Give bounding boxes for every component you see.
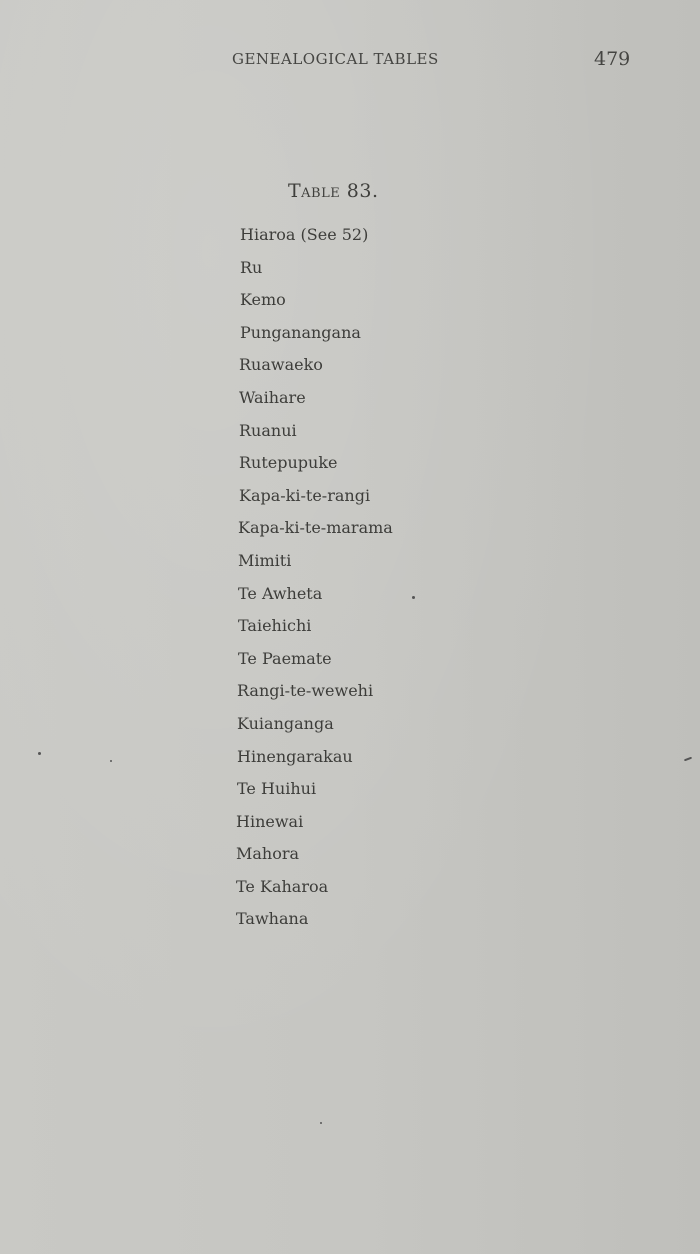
list-item: Te Awheta: [238, 583, 323, 603]
list-item: Taiehichi: [238, 616, 312, 636]
paper-speck: [320, 1122, 322, 1124]
list-item: Ruanui: [239, 420, 297, 440]
table-title: Table 83.: [288, 180, 379, 202]
list-item: Ruawaeko: [239, 355, 323, 375]
list-item: Rutepupuke: [239, 453, 338, 473]
paper-speck: [110, 760, 112, 762]
list-item: Rangi-te-wewehi: [237, 681, 374, 701]
list-item: Te Kaharoa: [236, 876, 329, 896]
list-item: Te Paemate: [238, 648, 332, 668]
list-item: Te Huihui: [237, 779, 317, 799]
list-item: Ru: [240, 257, 263, 277]
page-number: 479: [594, 48, 631, 70]
list-item: Kemo: [240, 290, 286, 310]
paper-speck: [38, 752, 41, 755]
list-item: Hinengarakau: [237, 746, 353, 766]
genealogy-list: [236, 224, 393, 941]
running-head: GENEALOGICAL TABLES: [232, 50, 439, 68]
list-item: Mahora: [236, 844, 300, 864]
list-item: Kuianganga: [237, 713, 334, 733]
list-item: Tawhana: [236, 909, 309, 929]
list-item: Mimiti: [238, 550, 292, 570]
list-item: Waihare: [239, 387, 306, 407]
paper-speck: [412, 596, 415, 599]
list-item: Kapa-ki-te-marama: [238, 518, 393, 538]
list-item: Hinewai: [236, 811, 304, 831]
list-item: Punganangana: [240, 322, 361, 342]
paper-speck: [684, 757, 692, 762]
list-item: Hiaroa (See 52): [240, 225, 369, 244]
list-item: Kapa-ki-te-rangi: [239, 485, 371, 505]
